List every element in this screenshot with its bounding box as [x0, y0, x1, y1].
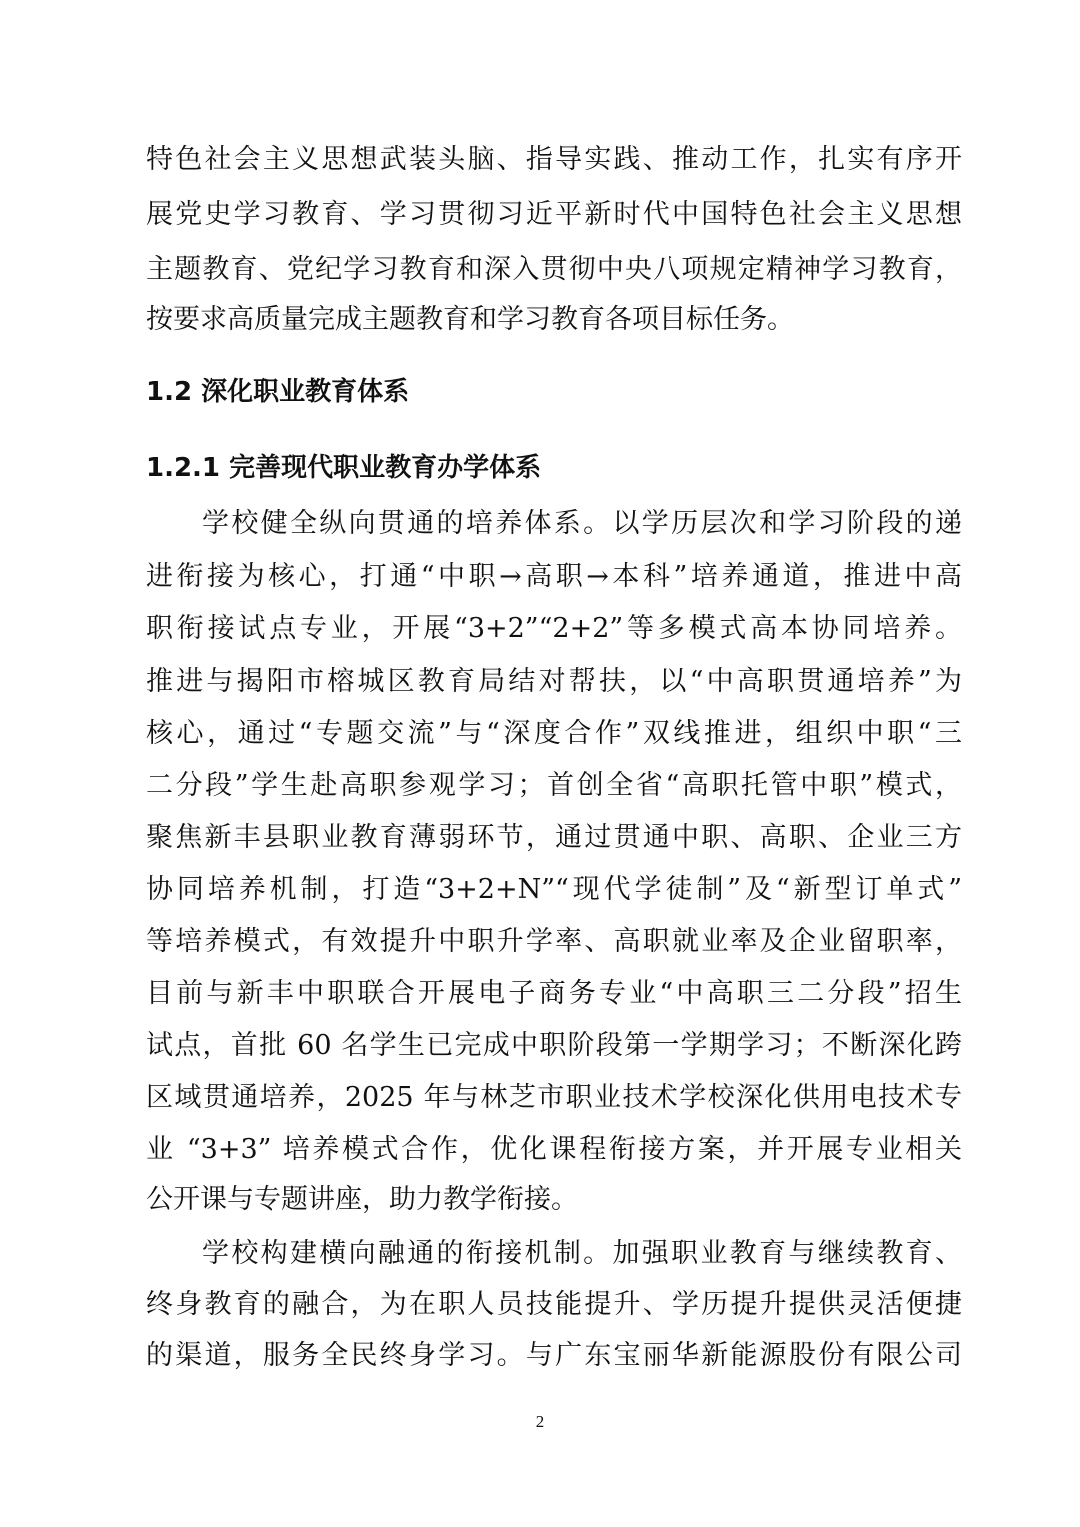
- paragraph-1-line-3: 主题教育、党纪学习教育和深入贯彻中央八项规定精神学习教育，: [146, 254, 962, 285]
- paragraph-2-line-9: 等培养模式，有效提升中职升学率、高职就业率及企业留职率，: [146, 926, 962, 957]
- paragraph-2-line-7: 聚焦新丰县职业教育薄弱环节，通过贯通中职、高职、企业三方: [146, 822, 962, 853]
- paragraph-2-line-13: 业 “3+3” 培养模式合作，优化课程衔接方案，并开展专业相关: [146, 1134, 962, 1165]
- paragraph-3-line-1: 学校构建横向融通的衔接机制。加强职业教育与继续教育、: [202, 1238, 962, 1269]
- paragraph-1-line-4: 按要求高质量完成主题教育和学习教育各项目标任务。: [146, 304, 794, 335]
- paragraph-2-line-2: 进衔接为核心，打通“中职→高职→本科”培养通道，推进中高: [146, 561, 962, 592]
- paragraph-2-line-14: 公开课与专题讲座，助力教学衔接。: [146, 1184, 578, 1215]
- paragraph-2-line-3: 职衔接试点专业，开展“3+2”“2+2”等多模式高本协同培养。: [146, 613, 962, 644]
- paragraph-1-line-1: 特色社会主义思想武装头脑、指导实践、推动工作，扎实有序开: [146, 144, 962, 175]
- subsection-heading: 1.2.1 完善现代职业教育办学体系: [146, 453, 542, 483]
- section-heading: 1.2 深化职业教育体系: [146, 377, 410, 407]
- paragraph-2-line-12: 区域贯通培养，2025 年与林芝市职业技术学校深化供用电技术专: [146, 1082, 962, 1113]
- paragraph-1-line-2: 展党史学习教育、学习贯彻习近平新时代中国特色社会主义思想: [146, 199, 962, 230]
- paragraph-2-line-5: 核心，通过“专题交流”与“深度合作”双线推进，组织中职“三: [146, 718, 962, 749]
- paragraph-3-line-2: 终身教育的融合，为在职人员技能提升、学历提升提供灵活便捷: [146, 1289, 962, 1320]
- page-number: 2: [535, 1412, 545, 1431]
- paragraph-2-line-8: 协同培养机制，打造“3+2+N”“现代学徒制”及“新型订单式”: [146, 874, 962, 905]
- paragraph-2-line-1: 学校健全纵向贯通的培养体系。以学历层次和学习阶段的递: [202, 508, 962, 539]
- paragraph-3-line-3: 的渠道，服务全民终身学习。与广东宝丽华新能源股份有限公司: [146, 1340, 962, 1371]
- paragraph-2-line-6: 二分段”学生赴高职参观学习；首创全省“高职托管中职”模式，: [146, 770, 962, 801]
- paragraph-2-line-11: 试点，首批 60 名学生已完成中职阶段第一学期学习；不断深化跨: [146, 1030, 962, 1061]
- paragraph-2-line-10: 目前与新丰中职联合开展电子商务专业“中高职三二分段”招生: [146, 978, 962, 1009]
- paragraph-2-line-4: 推进与揭阳市榕城区教育局结对帮扶，以“中高职贯通培养”为: [146, 666, 962, 697]
